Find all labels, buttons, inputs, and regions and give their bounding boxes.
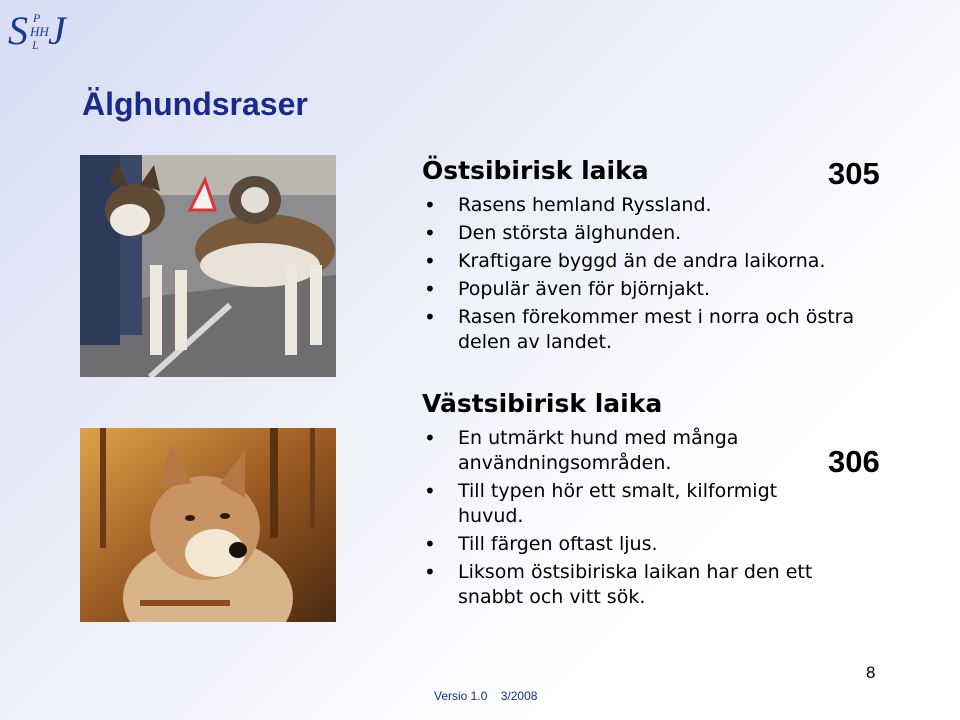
svg-text:S: S (8, 8, 28, 52)
list-item: • Rasens hemland Ryssland. (422, 193, 872, 218)
breed-code: 305 (828, 156, 880, 191)
breed-section-west-siberian (422, 388, 872, 613)
breed-code: 306 (828, 444, 880, 479)
list-item: • Till färgen oftast ljus. (422, 532, 872, 557)
footer (434, 689, 547, 703)
breed-name: Västsibirisk laika (422, 389, 663, 418)
list-item: • Kraftigare byggd än de andra laikorna. (422, 249, 872, 274)
svg-text:P: P (33, 11, 41, 25)
breed-facts-list (422, 426, 872, 610)
breed-facts-list (422, 193, 872, 355)
list-item: • Rasen förekommer mest i norra och östra delen av landet. (422, 305, 872, 355)
list-item: • Till typen hör ett smalt, kilformigt huvud. (422, 479, 872, 529)
east-siberian-laika-photo (80, 155, 336, 377)
date-label: 3/2008 (500, 689, 538, 703)
svg-text:HH: HH (30, 24, 49, 39)
breed-section-east-siberian (422, 155, 872, 358)
svg-text:J: J (48, 8, 66, 52)
list-item: • Populär även för björnjakt. (422, 277, 872, 302)
version-label: Versio 1.0 (434, 689, 488, 703)
list-item: • En utmärkt hund med många användningsområden. (422, 426, 872, 476)
breed-name: Östsibirisk laika (422, 156, 649, 185)
organization-logo (6, 4, 76, 52)
page-number: 8 (866, 663, 876, 682)
west-siberian-laika-photo (80, 428, 336, 622)
slide-title: Älghundsraser (82, 86, 308, 122)
list-item: • Liksom östsibiriska laikan har den ett snabbt och vitt sök. (422, 560, 872, 610)
svg-text:L: L (32, 38, 39, 52)
list-item: • Den största älghunden. (422, 221, 872, 246)
